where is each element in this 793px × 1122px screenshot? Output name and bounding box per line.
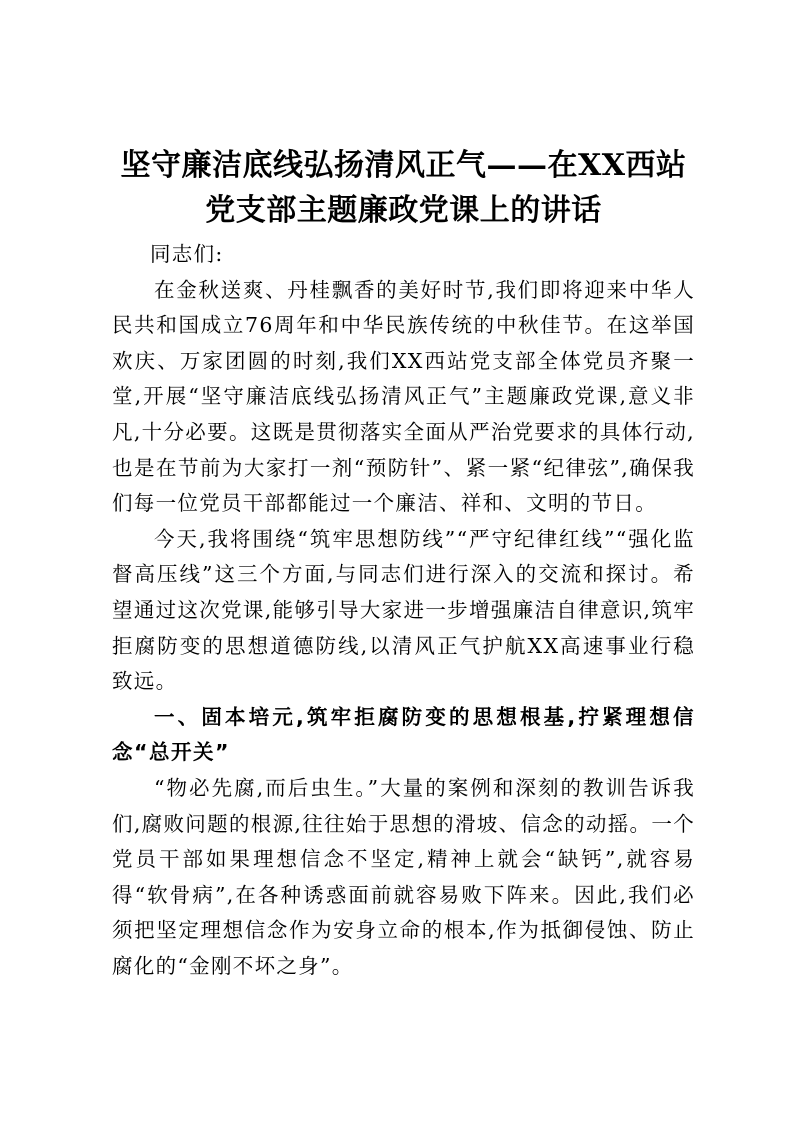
paragraph-intro: 在金秋送爽、丹桂飘香的美好时节,我们即将迎来中华人民共和国成立76周年和中华民族传统的中秋佳节。在这举国欢庆、万家团圆的时刻,我们XX西站党支部全体党员齐聚一堂,开展“坚守廉洁底线弘扬清风正气”主题廉政党课,意义非凡,十分必要。这既是贯彻落实全面从严治党要求的具体行动,也是在节前为大家打一剂“预防针”、紧一紧“纪律弦”,确保我们每一位党员干部都能过一个廉洁、祥和、文明的节日。	[112, 277, 695, 516]
document-title: 坚守廉洁底线弘扬清风正气——在XX西站党支部主题廉政党课上的讲话	[120, 148, 687, 228]
paragraph-outline: 今天,我将围绕“筑牢思想防线”“严守纪律红线”“强化监督高压线”这三个方面,与同志们进行深入的交流和探讨。希望通过这次党课,能够引导大家进一步增强廉洁自律意识,筑牢拒腐防变的思想道德防线,以清风正气护航XX高速事业行稳致远。	[112, 526, 695, 694]
section-heading: 一、固本培元,筑牢拒腐防变的思想根基,拧紧理想信念“总开关”	[112, 704, 695, 765]
document-body	[112, 143, 695, 984]
section-paragraph: “物必先腐,而后虫生。”大量的案例和深刻的教训告诉我们,腐败问题的根源,往往始于思想的滑坡、信念的动摇。一个党员干部如果理想信念不坚定,精神上就会“缺钙”,就容易得“软骨病”,在各种诱惑面前就容易败下阵来。因此,我们必须把坚定理想信念作为安身立命的根本,作为抵御侵蚀、防止腐化的“金刚不坏之身”。	[112, 775, 695, 978]
greeting: 同志们:	[150, 242, 224, 266]
